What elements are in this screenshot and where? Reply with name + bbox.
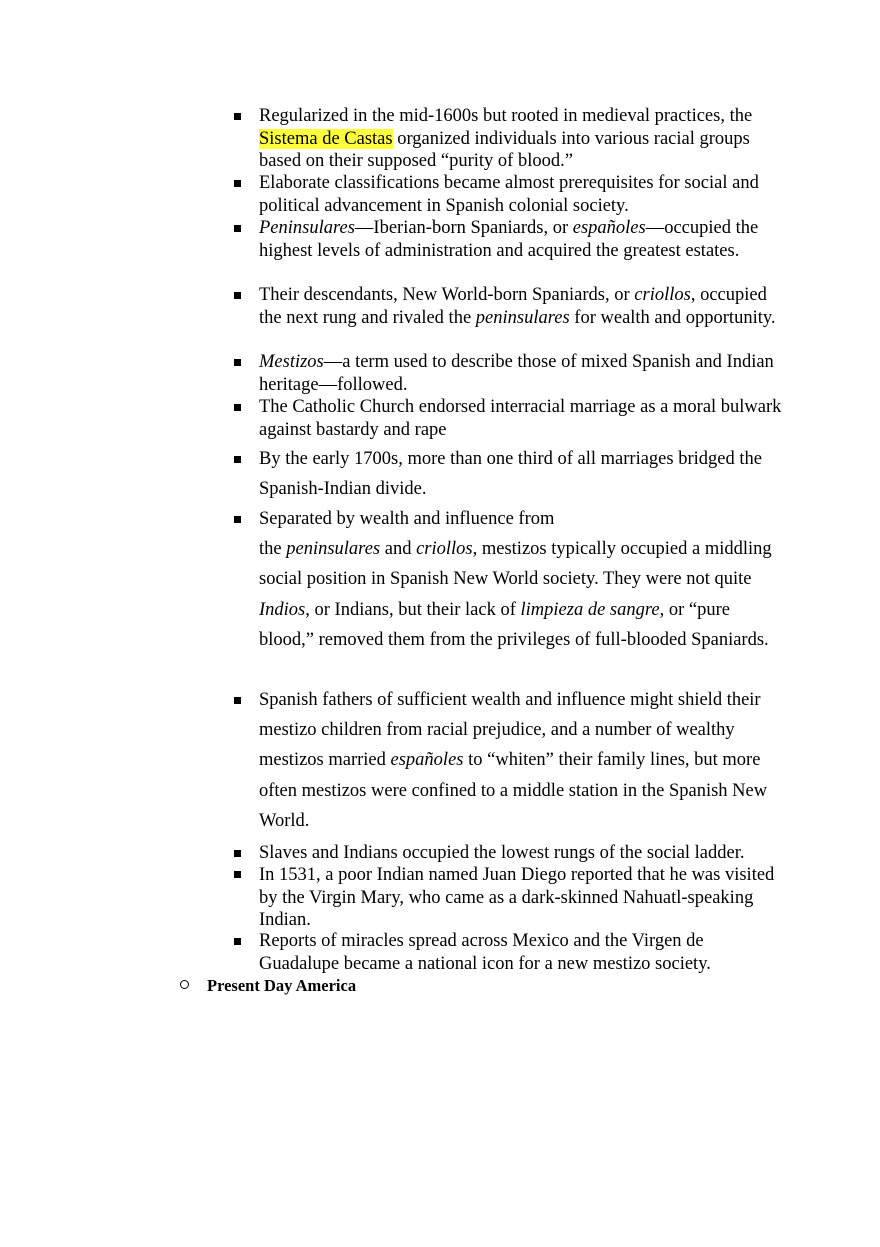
bullet-item [259, 105, 784, 173]
italic-term: españoles [572, 218, 646, 238]
text-run: —a term used to describe those of mixed Spanish and Indian heritage—followed. [259, 352, 774, 395]
bullet-item [259, 444, 784, 504]
italic-term: peninsulares [475, 307, 570, 328]
text-run: In 1531, a poor Indian named Juan Diego reported that he was visited by the Virgin Mary, who came as a dark-skinned Nahuatl-speaking Indian. [259, 865, 775, 930]
text-run: —occupied the highest levels of administration and acquired the greatest estates. [259, 218, 759, 261]
italic-term: peninsulares [286, 539, 381, 560]
circle-bullet-icon [180, 980, 189, 989]
text-run: , or Indians, but their lack of [305, 599, 521, 620]
text-run: Reports of miracles spread across Mexico and the Virgen de Guadalupe became a national icon for a new mestizo society. [259, 931, 711, 974]
text-run: and [380, 539, 417, 560]
text-run: , mestizos typically occupied a middling social position in Spanish New World society. They were not quite [259, 539, 772, 590]
bullet-marker [234, 938, 241, 945]
bullet-marker [234, 359, 241, 366]
section-subheading: Present Day America [207, 976, 357, 995]
text-run: —Iberian-born Spaniards, or [354, 218, 573, 238]
highlighted-term: Sistema de Castas [259, 128, 393, 149]
italic-term: criollos [416, 539, 473, 560]
bullet-marker [234, 180, 241, 187]
text-run: Separated by wealth and influence from [259, 509, 555, 529]
bullet-marker [234, 404, 241, 411]
bullet-item [259, 842, 784, 865]
italic-term: Peninsulares [259, 218, 355, 238]
bullet-item [259, 217, 784, 262]
text-run: organized individuals into various racial groups based on their supposed “purity of blood.” [259, 128, 750, 171]
bullet-marker [234, 697, 241, 704]
bullet-item [259, 930, 784, 975]
bullet-marker [234, 516, 241, 523]
bullet-marker [234, 225, 241, 232]
bullet-item [259, 504, 784, 655]
italic-term: españoles [390, 750, 464, 771]
text-run: , or “pure blood,” removed them from the privileges of full-blooded Spaniards. [259, 599, 769, 650]
text-run: By the early 1700s, more than one third of all marriages bridged the Spanish-Indian divide. [259, 449, 762, 500]
bullet-item [259, 351, 784, 396]
bullet-marker [234, 113, 241, 120]
bullet-item [259, 396, 784, 441]
bullet-marker [234, 871, 241, 878]
bullet-item [259, 284, 784, 329]
italic-term: Indios [259, 599, 306, 620]
text-run: Their descendants, New World-born Spaniards, or [259, 285, 635, 305]
text-run: to “whiten” their family lines, but more often mestizos were confined to a middle station in the Spanish New World. [259, 750, 768, 831]
bullet-marker [234, 456, 241, 463]
text-run: Regularized in the mid-1600s but rooted in medieval practices, the [259, 106, 753, 126]
text-run: Spanish fathers of sufficient wealth and influence might shield their mestizo children from racial prejudice, and a number of wealthy mestizos married [259, 690, 761, 771]
italic-term: limpieza de sangre [520, 599, 660, 620]
bullet-item [259, 685, 784, 836]
italic-term: criollos [634, 285, 691, 305]
text-run: the [259, 539, 287, 560]
text-run: for wealth and opportunity. [569, 307, 776, 328]
text-run: The Catholic Church endorsed interracial marriage as a moral bulwark against bastardy and rape [259, 397, 782, 440]
text-run: Elaborate classifications became almost prerequisites for social and political advancement in Spanish colonial society. [259, 173, 759, 216]
bullet-item [259, 864, 784, 932]
bullet-marker [234, 850, 241, 857]
text-run: Slaves and Indians occupied the lowest rungs of the social ladder. [259, 843, 745, 863]
text-run: , occupied the next rung and rivaled the [259, 285, 767, 328]
bullet-item [259, 172, 784, 217]
italic-term: Mestizos [259, 352, 324, 372]
bullet-marker [234, 292, 241, 299]
